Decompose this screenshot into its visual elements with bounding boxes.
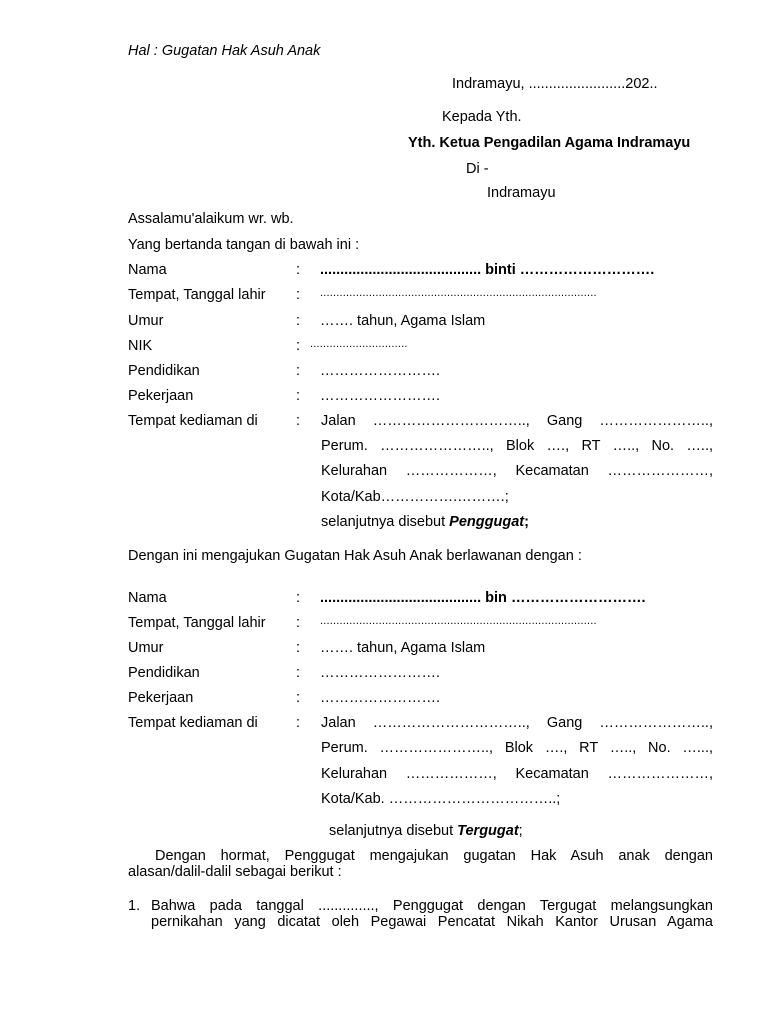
field-colon: : bbox=[296, 715, 301, 731]
defendant-name-value: ........................................ bin ………………………. bbox=[320, 590, 646, 606]
defendant-education-value: ……………………. bbox=[320, 665, 441, 681]
designation-prefix: selanjutnya disebut bbox=[329, 823, 458, 839]
field-label: Pendidikan bbox=[128, 363, 200, 379]
field-colon: : bbox=[296, 262, 301, 278]
addressee: Yth. Ketua Pengadilan Agama Indramayu bbox=[408, 135, 691, 151]
plaintiff-job-value: ……………………. bbox=[320, 388, 441, 404]
field-label: Pekerjaan bbox=[128, 388, 194, 404]
field-colon: : bbox=[296, 388, 301, 404]
defendant-address-line: Kelurahan ………………, Kecamatan …………………, bbox=[321, 766, 713, 782]
field-label: Pendidikan bbox=[128, 665, 200, 681]
designation-suffix: ; bbox=[518, 823, 523, 839]
greeting: Assalamu'alaikum wr. wb. bbox=[128, 211, 294, 227]
designation-prefix: selanjutnya disebut bbox=[321, 514, 450, 530]
field-colon: : bbox=[296, 615, 301, 631]
defendant-job-value: ……………………. bbox=[320, 690, 441, 706]
plaintiff-name-value: ........................................ binti ………………………. bbox=[320, 262, 655, 278]
field-label: Umur bbox=[128, 313, 164, 329]
against-line: Dengan ini mengajukan Gugatan Hak Asuh Anak berlawanan dengan : bbox=[128, 548, 582, 564]
place-date: Indramayu, ........................202.. bbox=[452, 76, 658, 92]
plaintiff-address-line: Kota/Kab…………….……….; bbox=[321, 489, 509, 505]
field-label: Tempat, Tanggal lahir bbox=[128, 287, 266, 303]
defendant-address-line: Jalan ………………………….., Gang ………………….., bbox=[321, 715, 713, 731]
to-label: Kepada Yth. bbox=[442, 109, 522, 125]
field-colon: : bbox=[296, 665, 301, 681]
list-item-line: pernikahan yang dicatat oleh Pegawai Pencatat Nikah Kantor Urusan Agama bbox=[151, 914, 713, 930]
plaintiff-ttl-value: ..................................................................................... bbox=[320, 287, 597, 299]
field-label: Tempat kediaman di bbox=[128, 413, 258, 429]
designation-name: Penggugat bbox=[449, 514, 525, 530]
field-label: NIK bbox=[128, 338, 153, 354]
field-colon: : bbox=[296, 287, 301, 303]
field-colon: : bbox=[296, 640, 301, 656]
plaintiff-address-line: Kelurahan ………………, Kecamatan …………………, bbox=[321, 463, 713, 479]
defendant-ttl-value: ..................................................................................... bbox=[320, 615, 597, 627]
plaintiff-age-value: ……. tahun, Agama Islam bbox=[320, 313, 486, 329]
paragraph-line: alasan/dalil-dalil sebagai berikut : bbox=[128, 864, 342, 880]
addressee-di: Di - bbox=[466, 161, 489, 177]
field-colon: : bbox=[296, 338, 301, 354]
field-colon: : bbox=[296, 313, 301, 329]
field-label: Nama bbox=[128, 262, 167, 278]
designation-name: Tergugat bbox=[457, 823, 519, 839]
field-colon: : bbox=[296, 413, 301, 429]
plaintiff-education-value: ……………………. bbox=[320, 363, 441, 379]
field-label: Nama bbox=[128, 590, 167, 606]
field-label: Tempat, Tanggal lahir bbox=[128, 615, 266, 631]
subject-line: Hal : Gugatan Hak Asuh Anak bbox=[128, 43, 321, 59]
addressee-city: Indramayu bbox=[487, 185, 556, 201]
field-label: Tempat kediaman di bbox=[128, 715, 258, 731]
plaintiff-address-line: Perum. ………………….., Blok …., RT ….., No. ….., bbox=[321, 438, 713, 454]
field-colon: : bbox=[296, 363, 301, 379]
designation-suffix: ; bbox=[524, 514, 529, 530]
defendant-designation bbox=[329, 823, 523, 839]
defendant-address-line: Perum. ………………….., Blok …., RT ….., No. …..., bbox=[321, 740, 713, 756]
plaintiff-nik-value: .............................. bbox=[310, 338, 408, 350]
plaintiff-designation bbox=[321, 514, 529, 530]
field-label: Umur bbox=[128, 640, 164, 656]
intro-line: Yang bertanda tangan di bawah ini : bbox=[128, 237, 360, 253]
field-label: Pekerjaan bbox=[128, 690, 194, 706]
field-colon: : bbox=[296, 690, 301, 706]
plaintiff-address-line: Jalan ………………………….., Gang ………………….., bbox=[321, 413, 713, 429]
list-item-line: Bahwa pada tanggal .............., Penggugat dengan Tergugat melangsungkan bbox=[151, 898, 713, 914]
list-item-number: 1. bbox=[128, 898, 141, 914]
defendant-age-value: ……. tahun, Agama Islam bbox=[320, 640, 486, 656]
field-colon: : bbox=[296, 590, 301, 606]
defendant-address-line: Kota/Kab. ……………………………..; bbox=[321, 791, 561, 807]
paragraph-line: Dengan hormat, Penggugat mengajukan gugatan Hak Asuh anak dengan bbox=[155, 848, 713, 864]
